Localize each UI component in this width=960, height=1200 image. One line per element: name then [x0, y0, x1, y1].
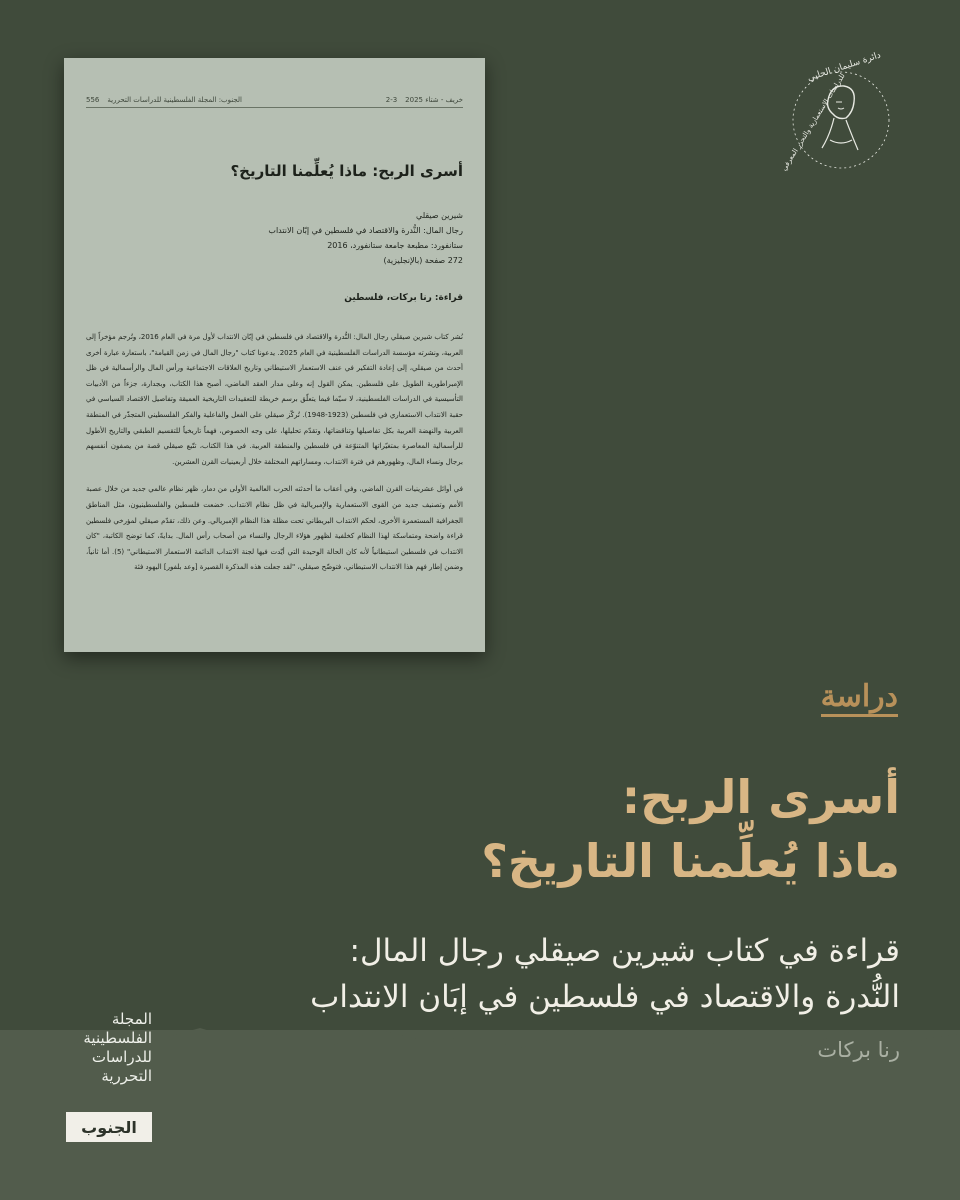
- book-author: شيرين صيقلي: [416, 211, 463, 220]
- category-badge: دراسة: [821, 680, 898, 717]
- book-title: رجال المال: النُّدرة والاقتصاد في فلسطين في إبّان الانتداب: [268, 226, 463, 235]
- paper-body: [86, 330, 463, 588]
- paper-paragraph: نُشر كتاب شيرين صيقلي رجال المال: النُّدرة والاقتصاد في فلسطين في إبّان الانتداب لأول مرة في العام 2016، وتُرجم مؤخراً إلى العربية، ونشرته مؤسسة الدراسات الفلسطينية في العام 2025. يدعونا كتاب "رجال المال في زمن القيامة"، باستعارة عبارة أخرى أحدث من صيقلي، إلى إعادة التفكير في عنف الاستعمار الاستيطاني وتاريخ العلاقات الاجتماعية ورأس المال والرأسمالية في ظل الإمبراطورية الطويل على فلسطين. يمكن القول إنه وعلى مدار العقد الماضي، أصبح هذا الكتاب، وبجدارة، جزءاً من الأدبيات التأسيسية في الدراسات الفلسطينية، لا سيّما فيما يتعلّق برسم خريطة للتعقيدات التاريخية العميقة وتفاصيل الاقتصاد السياسي في حقبة الانتداب الاستعماري في فلسطين (1923-1948). تُركّز صيقلي على الفعل والفاعلية والفكر الفلسطيني المتجذّر في المنطقة العربية والنهضة العربية بكل تفاصيلها وتناقضاتها، وتقدّم تحليلها، على وجه الخصوص، فهماً تاريخياً للتقسيم الطبقي والتاريخ الأطول للرأسمالية المعاصرة بمتغيّراتها المتنوّعة في فلسطين والمنطقة العربية. في هذا الكتاب، تتّبع صيقلي قصة من يصفون أنفسهم برجال ونساء المال، وظهورهم في فترة الانتداب، ومساراتهم المختلفة خلال أربعينيات القرن العشرين.: [86, 333, 463, 466]
- title-line-1: أسرى الربح:: [621, 770, 900, 824]
- journal-line-3: للدراسات: [91, 1048, 152, 1066]
- paper-paragraph: في أوائل عشرينيات القرن الماضي، وفي أعقاب ما أحدثته الحرب العالمية الأولى من دمار، ظهر نظام عالمي جديد من خلال عصبة الأمم وتصنيف جديد من القوى الاستعمارية والإمبريالية في ظل نظام الانتداب. خضعت فلسطين والفلسطينيون، مثل المناطق الجغرافية المستعمرة الأخرى، لحكم الانتداب البريطاني تحت مظلة هذا النظام الإمبريالي. وعن ذلك، تقدّم صيقلي لمؤرخي فلسطين قراءة واضحة ومتماسكة لهذا النظام كخلفية لظهور هؤلاء الرجال والنساء من أصحاب رأس المال. بدايةً، كما توضح الكاتبة، "كان الانتداب في فلسطين استيطانياً لأنه كان الحالة الوحيدة التي أيّدت فيها لجنة الانتداب الدائمة الاستعمار الاستيطاني" (5). أما ثانياً، وضمن إطار فهم هذا الانتداب الاستيطاني، فتوضّح صيقلي، "لقد جعلت هذه المذكرة القصيرة [وعد بلفور] اليهود فئة: [86, 485, 463, 572]
- paper-title: أسرى الربح: ماذا يُعلِّمنا التاريخ؟: [230, 162, 463, 180]
- header-journal: الجنوب: المجلة الفلسطينية للدراسات التحررية: [107, 96, 242, 104]
- paper-reader: قراءة: رنا بركات، فلسطين: [344, 293, 463, 303]
- title-line-2: ماذا يُعلِّمنا التاريخ؟: [481, 834, 900, 888]
- sulaiman-halabi-logo: [780, 40, 896, 200]
- subtitle-line-2: النُّدرة والاقتصاد في فلسطين في إبَان الانتداب: [310, 979, 900, 1015]
- header-page-number: 556: [86, 96, 100, 104]
- journal-line-1: المجلة: [111, 1010, 152, 1028]
- page-title: [200, 765, 900, 893]
- page-header: [86, 96, 463, 108]
- journal-line-2: الفلسطينية: [83, 1029, 152, 1047]
- book-metadata: [103, 208, 463, 268]
- journal-line-4: التحررية: [101, 1067, 152, 1085]
- subtitle: [200, 928, 900, 1020]
- header-issue: 2-3: [385, 96, 398, 104]
- book-publisher: ستانفورد: مطبعة جامعة ستانفورد، 2016: [327, 241, 463, 250]
- subtitle-line-1: قراءة في كتاب شيرين صيقلي رجال المال:: [349, 933, 900, 969]
- header-season: خريف - شتاء 2025: [405, 96, 463, 104]
- journal-name-box: الجنوب: [66, 1112, 152, 1142]
- book-pages: 272 صفحة (بالإنجليزية): [383, 256, 463, 265]
- logo-text-top: دائرة سليمان الحلبي: [806, 50, 883, 84]
- journal-logo-text: [66, 1010, 152, 1086]
- logo-text-bottom: للدراسات الاستعمارية والتحرر المعرفي: [780, 72, 847, 173]
- article-page-image: [64, 58, 485, 652]
- author-name: رنا بركات: [817, 1038, 900, 1062]
